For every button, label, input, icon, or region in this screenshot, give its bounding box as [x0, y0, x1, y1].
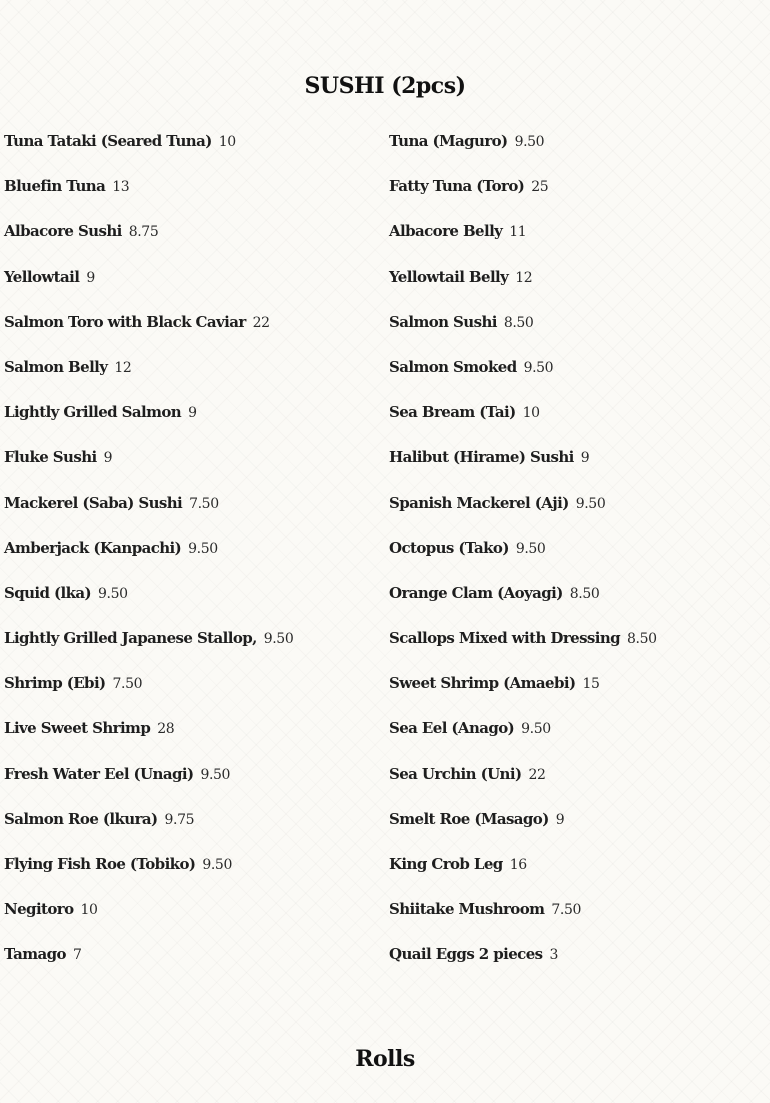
- menu-item: [4, 894, 374, 939]
- menu-item-price: 9: [555, 811, 565, 828]
- menu-item-name: Squid (lka): [4, 583, 92, 602]
- menu-item-price: 8.75: [128, 224, 159, 241]
- menu-item: [4, 578, 374, 623]
- menu-item-price: 22: [252, 314, 270, 331]
- menu-item-name: Sea Bream (Tai): [389, 403, 516, 422]
- menu-item: [389, 397, 759, 442]
- menu-item-name: Salmon Sushi: [389, 312, 497, 331]
- menu-item: [389, 533, 759, 578]
- menu-item-price: 25: [531, 179, 549, 196]
- menu-item-name: Salmon Toro with Black Caviar: [4, 312, 246, 331]
- menu-item-name: Mackerel (Saba) Sushi: [4, 493, 183, 512]
- menu-item-name: Lightly Grilled Japanese Stallop,: [4, 629, 257, 648]
- menu-item: [4, 307, 374, 352]
- menu-item-price: 9.75: [164, 811, 195, 828]
- sushi-menu-left-column: [4, 126, 374, 985]
- menu-item-price: 8.50: [627, 631, 657, 648]
- menu-item-name: Albacore Sushi: [4, 222, 122, 241]
- menu-item-price: 16: [509, 857, 527, 873]
- menu-item-name: Scallops Mixed with Dressing: [389, 629, 621, 648]
- menu-item-name: Yellowtail Belly: [389, 267, 509, 286]
- menu-item-price: 9.50: [202, 857, 232, 873]
- menu-item: [4, 849, 374, 894]
- menu-item: [4, 623, 374, 668]
- menu-item-price: 9.50: [98, 585, 128, 602]
- menu-item-name: Sea Eel (Anago): [389, 719, 515, 738]
- menu-item: [4, 939, 374, 984]
- menu-item: [389, 442, 759, 487]
- menu-item: [4, 533, 374, 578]
- menu-item-name: Spanish Mackerel (Aji): [389, 493, 569, 512]
- menu-item-name: Quail Eggs 2 pieces: [389, 945, 543, 964]
- menu-item: [389, 894, 759, 939]
- sushi-section-title: SUSHI (2pcs): [304, 72, 466, 99]
- menu-item-name: Sweet Shrimp (Amaebi): [389, 674, 576, 693]
- menu-item-name: Smelt Roe (Masago): [389, 809, 549, 828]
- menu-item-name: Fresh Water Eel (Unagi): [4, 764, 194, 783]
- menu-item: [389, 262, 759, 307]
- menu-item: [389, 307, 759, 352]
- menu-item-price: 10: [218, 134, 236, 150]
- menu-item-price: 9.50: [263, 631, 294, 648]
- menu-item: [389, 126, 759, 171]
- menu-item-name: Yellowtail: [4, 267, 80, 286]
- menu-item-name: Fatty Tuna (Toro): [389, 177, 525, 196]
- menu-item: [389, 578, 759, 623]
- menu-item-name: Orange Clam (Aoyagi): [389, 583, 563, 602]
- menu-item-name: Tamago: [4, 945, 66, 964]
- menu-item: [389, 623, 759, 668]
- menu-item: [4, 488, 374, 533]
- menu-item-price: 9: [86, 269, 95, 286]
- menu-item: [4, 262, 374, 307]
- menu-item-name: Albacore Belly: [389, 222, 503, 241]
- menu-item-name: Live Sweet Shrimp: [4, 719, 151, 738]
- menu-item: [389, 713, 759, 758]
- menu-item-name: Negitoro: [4, 900, 74, 919]
- menu-item: [4, 216, 374, 261]
- menu-item-name: Salmon Roe (lkura): [4, 809, 158, 828]
- menu-item: [4, 759, 374, 804]
- menu-item: [389, 804, 759, 849]
- menu-item-price: 9: [188, 405, 197, 422]
- menu-item-name: Shrimp (Ebi): [4, 674, 106, 693]
- menu-item-price: 7.50: [551, 902, 581, 919]
- menu-item-name: Tuna Tataki (Seared Tuna): [4, 132, 212, 150]
- menu-item-name: Octopus (Tako): [389, 538, 509, 557]
- menu-item: [389, 488, 759, 533]
- menu-item-price: 13: [112, 179, 130, 196]
- menu-item-price: 7: [72, 947, 82, 964]
- menu-item: [389, 939, 759, 984]
- menu-item: [389, 352, 759, 397]
- menu-item: [4, 397, 374, 442]
- menu-item-price: 8.50: [503, 314, 534, 331]
- menu-item: [389, 759, 759, 804]
- menu-item-price: 7.50: [112, 676, 143, 693]
- menu-item-price: 9: [103, 450, 113, 467]
- menu-item-price: 9.50: [521, 721, 551, 738]
- menu-item: [4, 352, 374, 397]
- menu-item-name: Halibut (Hirame) Sushi: [389, 448, 574, 467]
- menu-item-name: Salmon Smoked: [389, 357, 517, 376]
- menu-item: [4, 713, 374, 758]
- menu-item-name: Sea Urchin (Uni): [389, 764, 522, 783]
- menu-item-price: 8.50: [569, 585, 600, 602]
- menu-item-name: Bluefin Tuna: [4, 177, 106, 196]
- menu-item-name: Lightly Grilled Salmon: [4, 403, 182, 422]
- menu-item-price: 12: [114, 359, 132, 376]
- rolls-section-title: Rolls: [355, 1046, 415, 1073]
- menu-item-price: 10: [80, 902, 98, 919]
- menu-item-price: 3: [549, 947, 559, 964]
- menu-item-price: 9.50: [200, 766, 231, 783]
- menu-item-price: 9.50: [514, 134, 545, 150]
- menu-item-price: 11: [509, 224, 527, 241]
- menu-item: [4, 804, 374, 849]
- menu-item-price: 9: [580, 450, 590, 467]
- menu-item: [389, 216, 759, 261]
- menu-item-price: 7.50: [189, 495, 219, 512]
- menu-item: [389, 171, 759, 216]
- menu-item: [389, 668, 759, 713]
- menu-item-name: King Crob Leg: [389, 855, 503, 873]
- menu-item-name: Tuna (Maguro): [389, 132, 508, 150]
- menu-item-price: 10: [522, 405, 540, 422]
- menu-item-price: 15: [582, 676, 600, 693]
- menu-item-price: 9.50: [188, 540, 218, 557]
- menu-item: [4, 442, 374, 487]
- menu-item-name: Fluke Sushi: [4, 448, 97, 467]
- menu-item: [4, 171, 374, 216]
- menu-item-name: Flying Fish Roe (Tobiko): [4, 855, 196, 873]
- menu-item-price: 28: [157, 721, 175, 738]
- menu-item-price: 22: [528, 766, 546, 783]
- menu-item: [4, 126, 374, 171]
- menu-item-name: Amberjack (Kanpachi): [4, 538, 182, 557]
- menu-item-name: Salmon Belly: [4, 357, 108, 376]
- menu-item-price: 9.50: [515, 540, 546, 557]
- menu-item-price: 9.50: [523, 359, 554, 376]
- menu-item-price: 9.50: [575, 495, 606, 512]
- menu-item-price: 12: [515, 269, 533, 286]
- sushi-menu-right-column: [389, 126, 759, 985]
- menu-item: [389, 849, 759, 894]
- menu-item: [4, 668, 374, 713]
- menu-item-name: Shiitake Mushroom: [389, 900, 545, 919]
